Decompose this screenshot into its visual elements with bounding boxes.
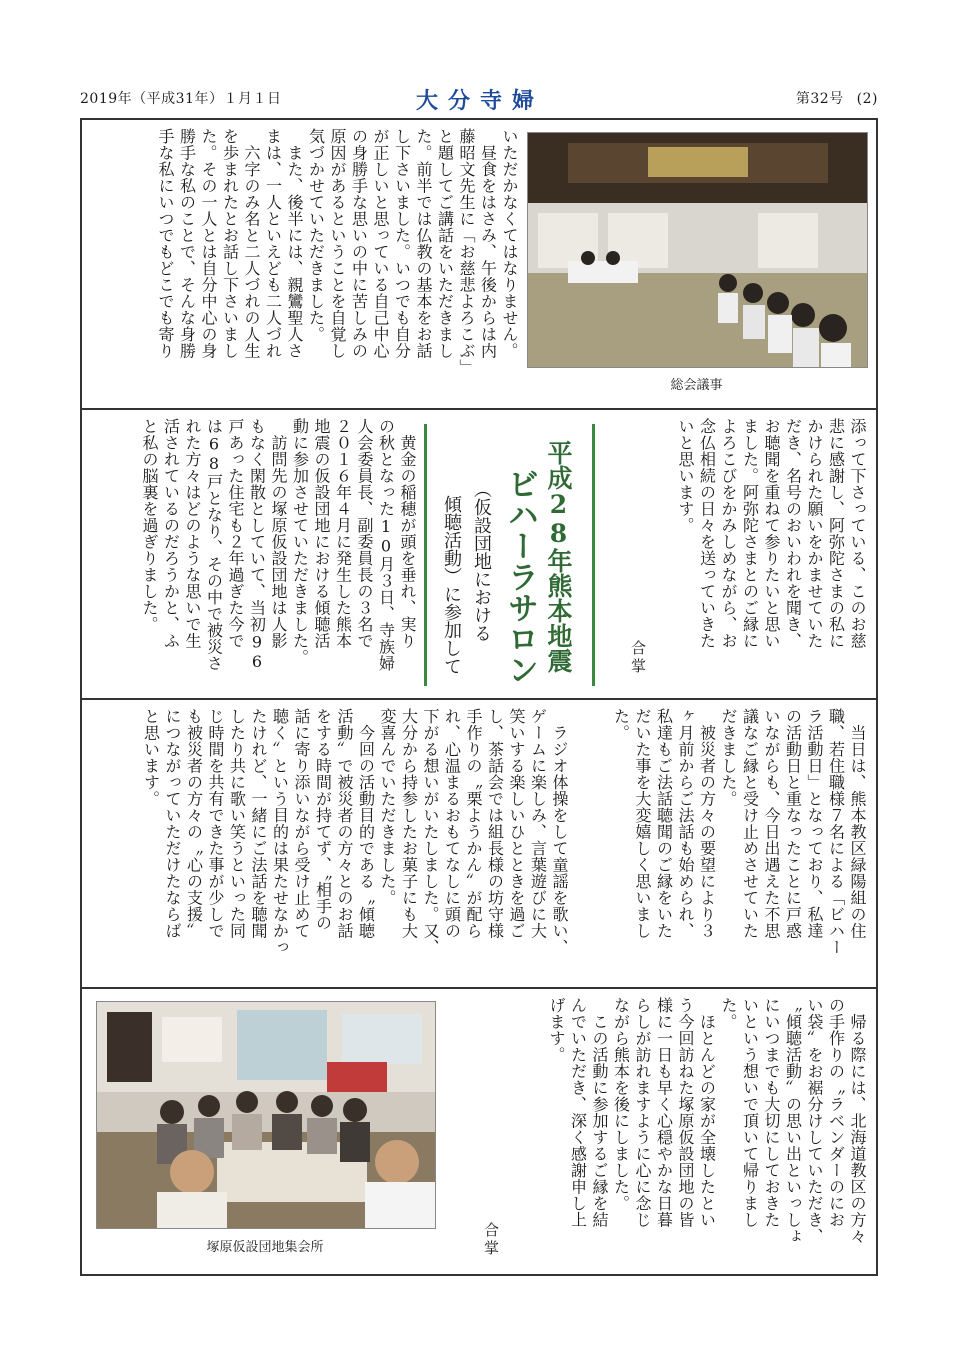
lecture-text-continued: 添って下さっている、このお慈 悲に感謝し、阿弥陀さまの私に かけられた願いをかませていた だき、名号のおいわれを聞き、 お聴聞を重ねて参りたいと思い ました。阿弥陀さまとのご縁に よろこびをかみしめながら、お 念仏相続の日々を送っていきた いと思います。 xyxy=(676,418,867,649)
section-divider-1 xyxy=(80,408,878,410)
meeting-photo xyxy=(527,132,868,368)
article-subtitle-line-2: 傾聴活動）に参加して xyxy=(441,495,462,675)
article-body-right: 当日は、熊本教区緑陽組の住 職、若住職様７名による「ビハー ラ活動日」となっており、私達 の活動日と重なったことに戸惑 いながらも、今日出遇えた不思 議なご縁と受け止めさせていた だきました。 被災者の方々の要望により３ ヶ月前からご法話も始められ、 私達もご法話聴聞のご縁をいた だいた事を大変嬉しく思いまし た。 xyxy=(611,708,867,956)
issue-date: 2019年（平成31年）１月１日 xyxy=(80,91,282,107)
issue-number xyxy=(796,88,878,108)
lecture-text: いただかなくてはなりません。 昼食をはさみ、午後からは内 藤昭文先生に「お慈悲よろこぶ」 と題してご講話をいただきまし た。前半では仏教の基本をお話 し下さいました。いつでも自分 が正しいと思っている自己中心 の身勝手な思いの中に苦しみの 原因があるということを自覚し 気づかせていただきました。 また、後半には、親鸞聖人さ まは、一人といえども二人づれ 六字のみ名と二人づれの人生 を歩まれたとお話し下さいまし た。その一人とは自分中心の身 勝手な私のことで、そんな身勝 手な私にいつでもどこでも寄り xyxy=(156,128,519,376)
closing-gassho-1: 合掌 xyxy=(629,640,647,676)
issue-label: 第32号 xyxy=(795,91,844,107)
closing-gassho-2: 合掌 xyxy=(482,1222,500,1258)
section-divider-3 xyxy=(80,987,878,989)
article-subtitle-line-1: （仮設団地における xyxy=(471,480,492,642)
article-intro: 黄金の稲穂が頭を垂れ、実り の秋となった10月３日、寺族婦 人会委員長、副委員長の３名で ２０１６年４月に発生した熊本 地震の仮設団地における傾聴活 動に参加させていただきました。 訪問先の塚原仮設団地は人影 もなく閑散としていて、当初96 戸あった住宅も２年過ぎた今で は68戸となり、その中で被災さ れた方々はどのような思いで生 活されているのだろうかと、ふ と私の脳裏を過ぎりました。 xyxy=(140,418,417,672)
title-accent-bar xyxy=(592,424,595,686)
meeting-photo-illustration xyxy=(528,133,867,367)
section-divider-2 xyxy=(80,698,878,700)
community-hall-photo xyxy=(96,1001,436,1229)
article-conclusion: 帰る際には、北海道教区の方々 の手作りの〝ラベンダーのにお い袋〟をお裾分けしていただき、 〝傾聴活動〟の思い出といっしょ にいつまでも大切にしておきた いという想いで頂いて帰りまし た。 ほとんどの家が全壊したとい う今回訪ねた塚原仮設団地の皆 様に一日も早く心穏やかな日暮 らしが訪れますように心に念じ ながら熊本を後にしました。 この活動に参加するご縁を結 んでいただき、深く感謝申し上 げます。 xyxy=(547,997,867,1245)
community-hall-caption: 塚原仮設団地集会所 xyxy=(206,1240,324,1255)
article-title-line-1: 平成28年熊本地震 xyxy=(544,440,573,673)
community-hall-illustration xyxy=(97,1002,435,1228)
page-number: (2) xyxy=(856,91,878,107)
article-title-line-2: ビハーラサロン xyxy=(502,468,538,685)
title-accent-bar-left xyxy=(424,424,427,686)
article-body-left: ラジオ体操をして童謡を歌い、 ゲームに楽しみ、言葉遊びに大 笑いする楽しいひとときを過ご し、茶話会では組長様の坊守様 手作りの〝栗ようかん〟が配ら れ、心温まるおもてなしに頭の 下がる想いがいたしました。又、 大分から持参したお菓子にも大 変喜んでいただきました。 今回の活動目的である〝傾聴 活動〟で被災者の方々とのお話 をする時間が持てず、〝相手の 話に寄り添いながら受け止めて 聴く〟という目的は果たせなかっ たけれど、一緒にご法話を聴聞 したり共に歌い笑うといった同 じ時間を共有できた事が少しで も被災者の方々の〝心の支援〟 につながっていただけたならば と思います。 xyxy=(141,708,569,956)
newsletter-title: 大分寺婦 xyxy=(415,89,544,114)
meeting-photo-caption: 総会議事 xyxy=(670,378,723,393)
